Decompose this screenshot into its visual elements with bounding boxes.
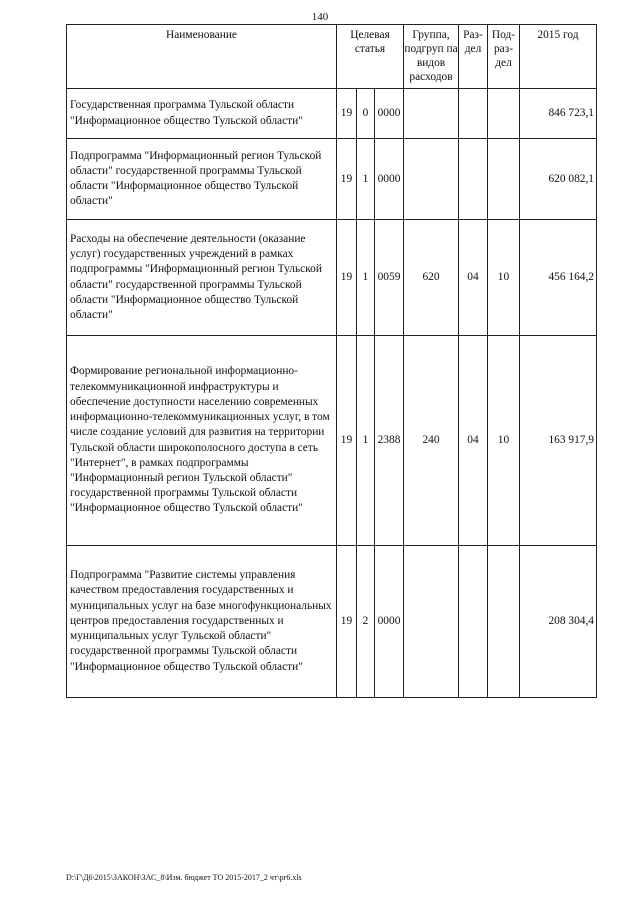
header-subsection: Под- раз- дел (488, 25, 520, 89)
table-header-row (67, 25, 597, 89)
row-article-part3: 0059 (375, 220, 404, 336)
row-amount: 846 723,1 (520, 89, 597, 139)
row-section (459, 89, 488, 139)
row-name: Государственная программа Тульской области "Информационное общество Тульской области" (67, 89, 337, 139)
row-article-part2: 0 (357, 89, 375, 139)
row-subsection (488, 546, 520, 698)
row-amount: 163 917,9 (520, 336, 597, 546)
table-row (67, 139, 597, 220)
header-year: 2015 год (520, 25, 597, 89)
row-amount: 620 082,1 (520, 139, 597, 220)
table-row (67, 546, 597, 698)
table-row (67, 220, 597, 336)
row-article-part1: 19 (337, 220, 357, 336)
row-name: Расходы на обеспечение деятельности (оказание услуг) государственных учреждений в рамках подпрограммы "Информационный регион Тульской области" государственной программы Тульской области "Информационное общество Тульской области" (67, 220, 337, 336)
table-row (67, 89, 597, 139)
row-expense-group (404, 89, 459, 139)
row-name: Подпрограмма "Развитие системы управления качеством предоставления государственных и муниципальных услуг на базе многофункциональных центров предоставления государственных и муниципальных услуг Тульской области" государственной программы Тульской области "Информационное общество Тульской области" (67, 546, 337, 698)
row-amount: 208 304,4 (520, 546, 597, 698)
header-expense-group: Группа, подгруп па видов расходов (404, 25, 459, 89)
row-article-part3: 0000 (375, 89, 404, 139)
header-section: Раз- дел (459, 25, 488, 89)
file-path-footer: D:\Г\Д6\2015\ЗАКОН\ЗАС_8\Изм. бюджет ТО 2015-2017_2 чт\pr6.xls (66, 873, 302, 882)
row-article-part3: 0000 (375, 139, 404, 220)
row-section (459, 139, 488, 220)
row-article-part2: 1 (357, 139, 375, 220)
row-expense-group (404, 546, 459, 698)
table-row (67, 336, 597, 546)
row-article-part1: 19 (337, 546, 357, 698)
row-subsection: 10 (488, 220, 520, 336)
row-expense-group: 620 (404, 220, 459, 336)
row-section: 04 (459, 336, 488, 546)
row-article-part2: 2 (357, 546, 375, 698)
row-article-part1: 19 (337, 139, 357, 220)
row-section (459, 546, 488, 698)
row-expense-group (404, 139, 459, 220)
row-subsection (488, 89, 520, 139)
row-expense-group: 240 (404, 336, 459, 546)
row-section: 04 (459, 220, 488, 336)
row-amount: 456 164,2 (520, 220, 597, 336)
page-number: 140 (311, 11, 329, 23)
row-subsection (488, 139, 520, 220)
row-article-part3: 2388 (375, 336, 404, 546)
header-name: Наименование (67, 25, 337, 89)
row-article-part1: 19 (337, 89, 357, 139)
row-article-part2: 1 (357, 220, 375, 336)
row-name: Формирование региональной информационно-телекоммуникационной инфраструктуры и обеспечение доступности населению современных информационно-телекоммуникационных услуг, в том числе создание условий для развития на территории Тульской области широкополосного доступа в сеть "Интернет", в рамках подпрограммы "Информационный регион Тульской области" государственной программы Тульской области "Информационное общество Тульской области" (67, 336, 337, 546)
header-target-article: Целевая статья (337, 25, 404, 89)
row-article-part1: 19 (337, 336, 357, 546)
row-subsection: 10 (488, 336, 520, 546)
row-article-part2: 1 (357, 336, 375, 546)
row-article-part3: 0000 (375, 546, 404, 698)
budget-table (66, 24, 597, 698)
row-name: Подпрограмма "Информационный регион Тульской области" государственной программы Тульской области "Информационное общество Тульской области" (67, 139, 337, 220)
